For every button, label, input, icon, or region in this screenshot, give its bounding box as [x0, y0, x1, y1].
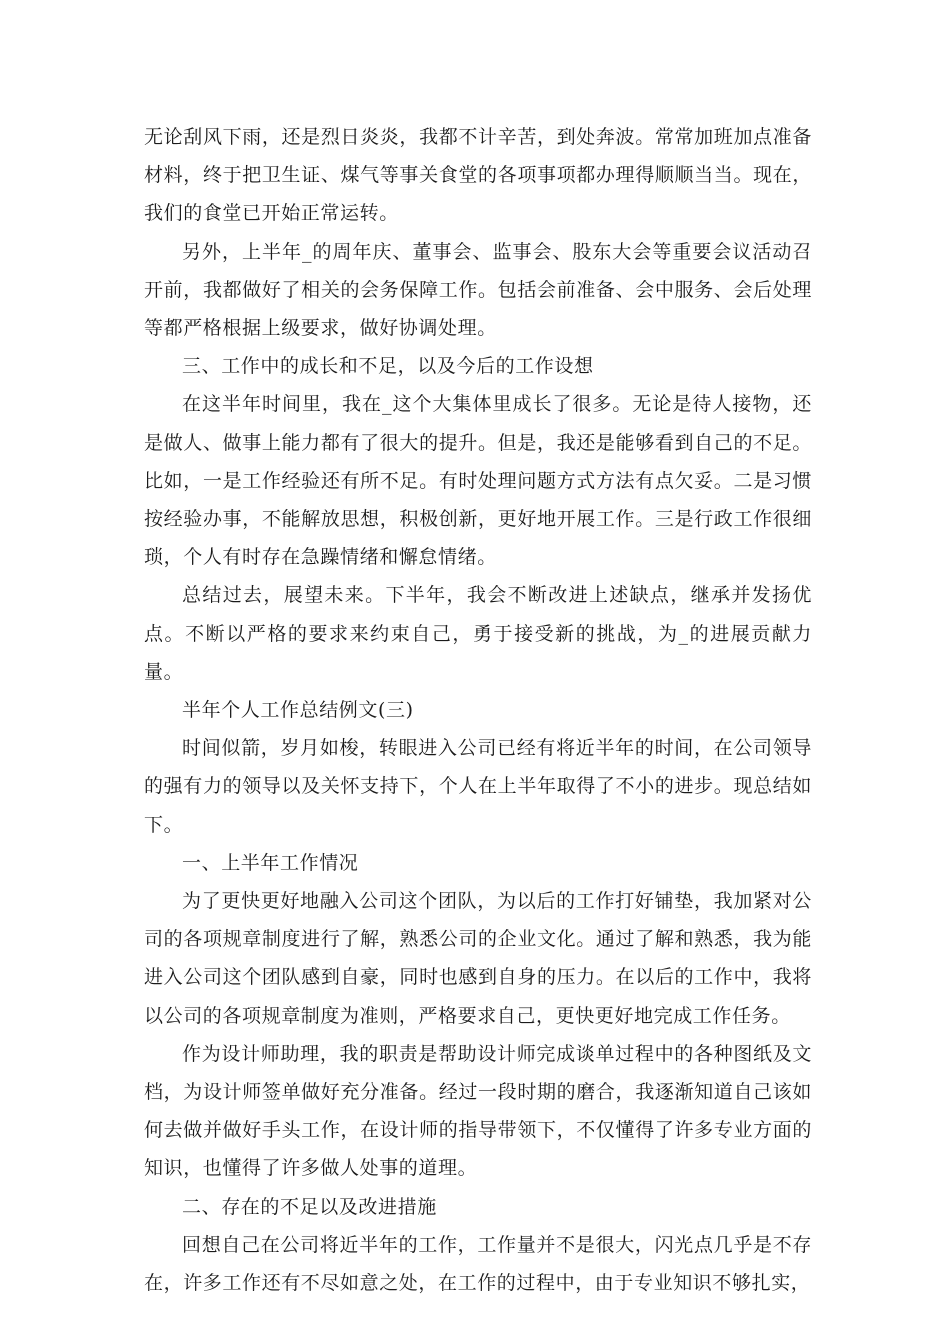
paragraph-2: 另外，上半年_的周年庆、董事会、监事会、股东大会等重要会议活动召开前，我都做好了相关的会务保障工作。包括会前准备、会中服务、会后处理等都严格根据上级要求，做好协调处理。 — [144, 240, 812, 340]
paragraph-1: 无论刮风下雨，还是烈日炎炎，我都不计辛苦，到处奔波。常常加班加点准备材料，终于把卫生证、煤气等事关食堂的各项事项都办理得顺顺当当。现在，我们的食堂已开始正常运转。 — [144, 126, 812, 225]
paragraph-9: 为了更快更好地融入公司这个团队，为以后的工作打好铺垫，我加紧对公司的各项规章制度进行了解，熟悉公司的企业文化。通过了解和熟悉，我为能进入公司这个团队感到自豪，同时也感到自身的压力。在以后的工作中，我将以公司的各项规章制度为准则，严格要求自己，更快更好地完成工作任务。 — [144, 890, 812, 1027]
paragraph-12: 回想自己在公司将近半年的工作，工作量并不是很大，闪光点几乎是不存在，许多工作还有不尽如意之处，在工作的过程中，由于专业知识不够扎实， — [144, 1233, 812, 1295]
section-heading-2: 二、存在的不足以及改进措施 — [182, 1195, 437, 1218]
section-heading-3: 三、工作中的成长和不足，以及今后的工作设想 — [182, 355, 594, 378]
paragraph-10: 作为设计师助理，我的职责是帮助设计师完成谈单过程中的各种图纸及文档，为设计师签单做好充分准备。经过一段时期的磨合，我逐渐知道自己该如何去做并做好手头工作，在设计师的指导带领下，不仅懂得了许多专业方面的知识，也懂得了许多做人处事的道理。 — [144, 1042, 812, 1180]
paragraph-7: 时间似箭，岁月如梭，转眼进入公司已经有将近半年的时间，在公司领导的强有力的领导以及关怀支持下，个人在上半年取得了不小的进步。现总结如下。 — [144, 737, 812, 836]
document-body — [144, 118, 812, 1302]
paragraph-4: 在这半年时间里，我在_这个大集体里成长了很多。无论是待人接物，还是做人、做事上能力都有了很大的提升。但是，我还是能够看到自己的不足。比如，一是工作经验还有所不足。有时处理问题方式方法有点欠妥。二是习惯按经验办事，不能解放思想，积极创新，更好地开展工作。三是行政工作很细琐，个人有时存在急躁情绪和懈怠情绪。 — [144, 393, 812, 569]
paragraph-5: 总结过去，展望未来。下半年，我会不断改进上述缺点，继承并发扬优点。不断以严格的要求来约束自己，勇于接受新的挑战，为_的进展贡献力量。 — [144, 584, 812, 683]
section-heading-1: 一、上半年工作情况 — [182, 851, 359, 874]
article-title: 半年个人工作总结例文(三) — [182, 699, 414, 722]
